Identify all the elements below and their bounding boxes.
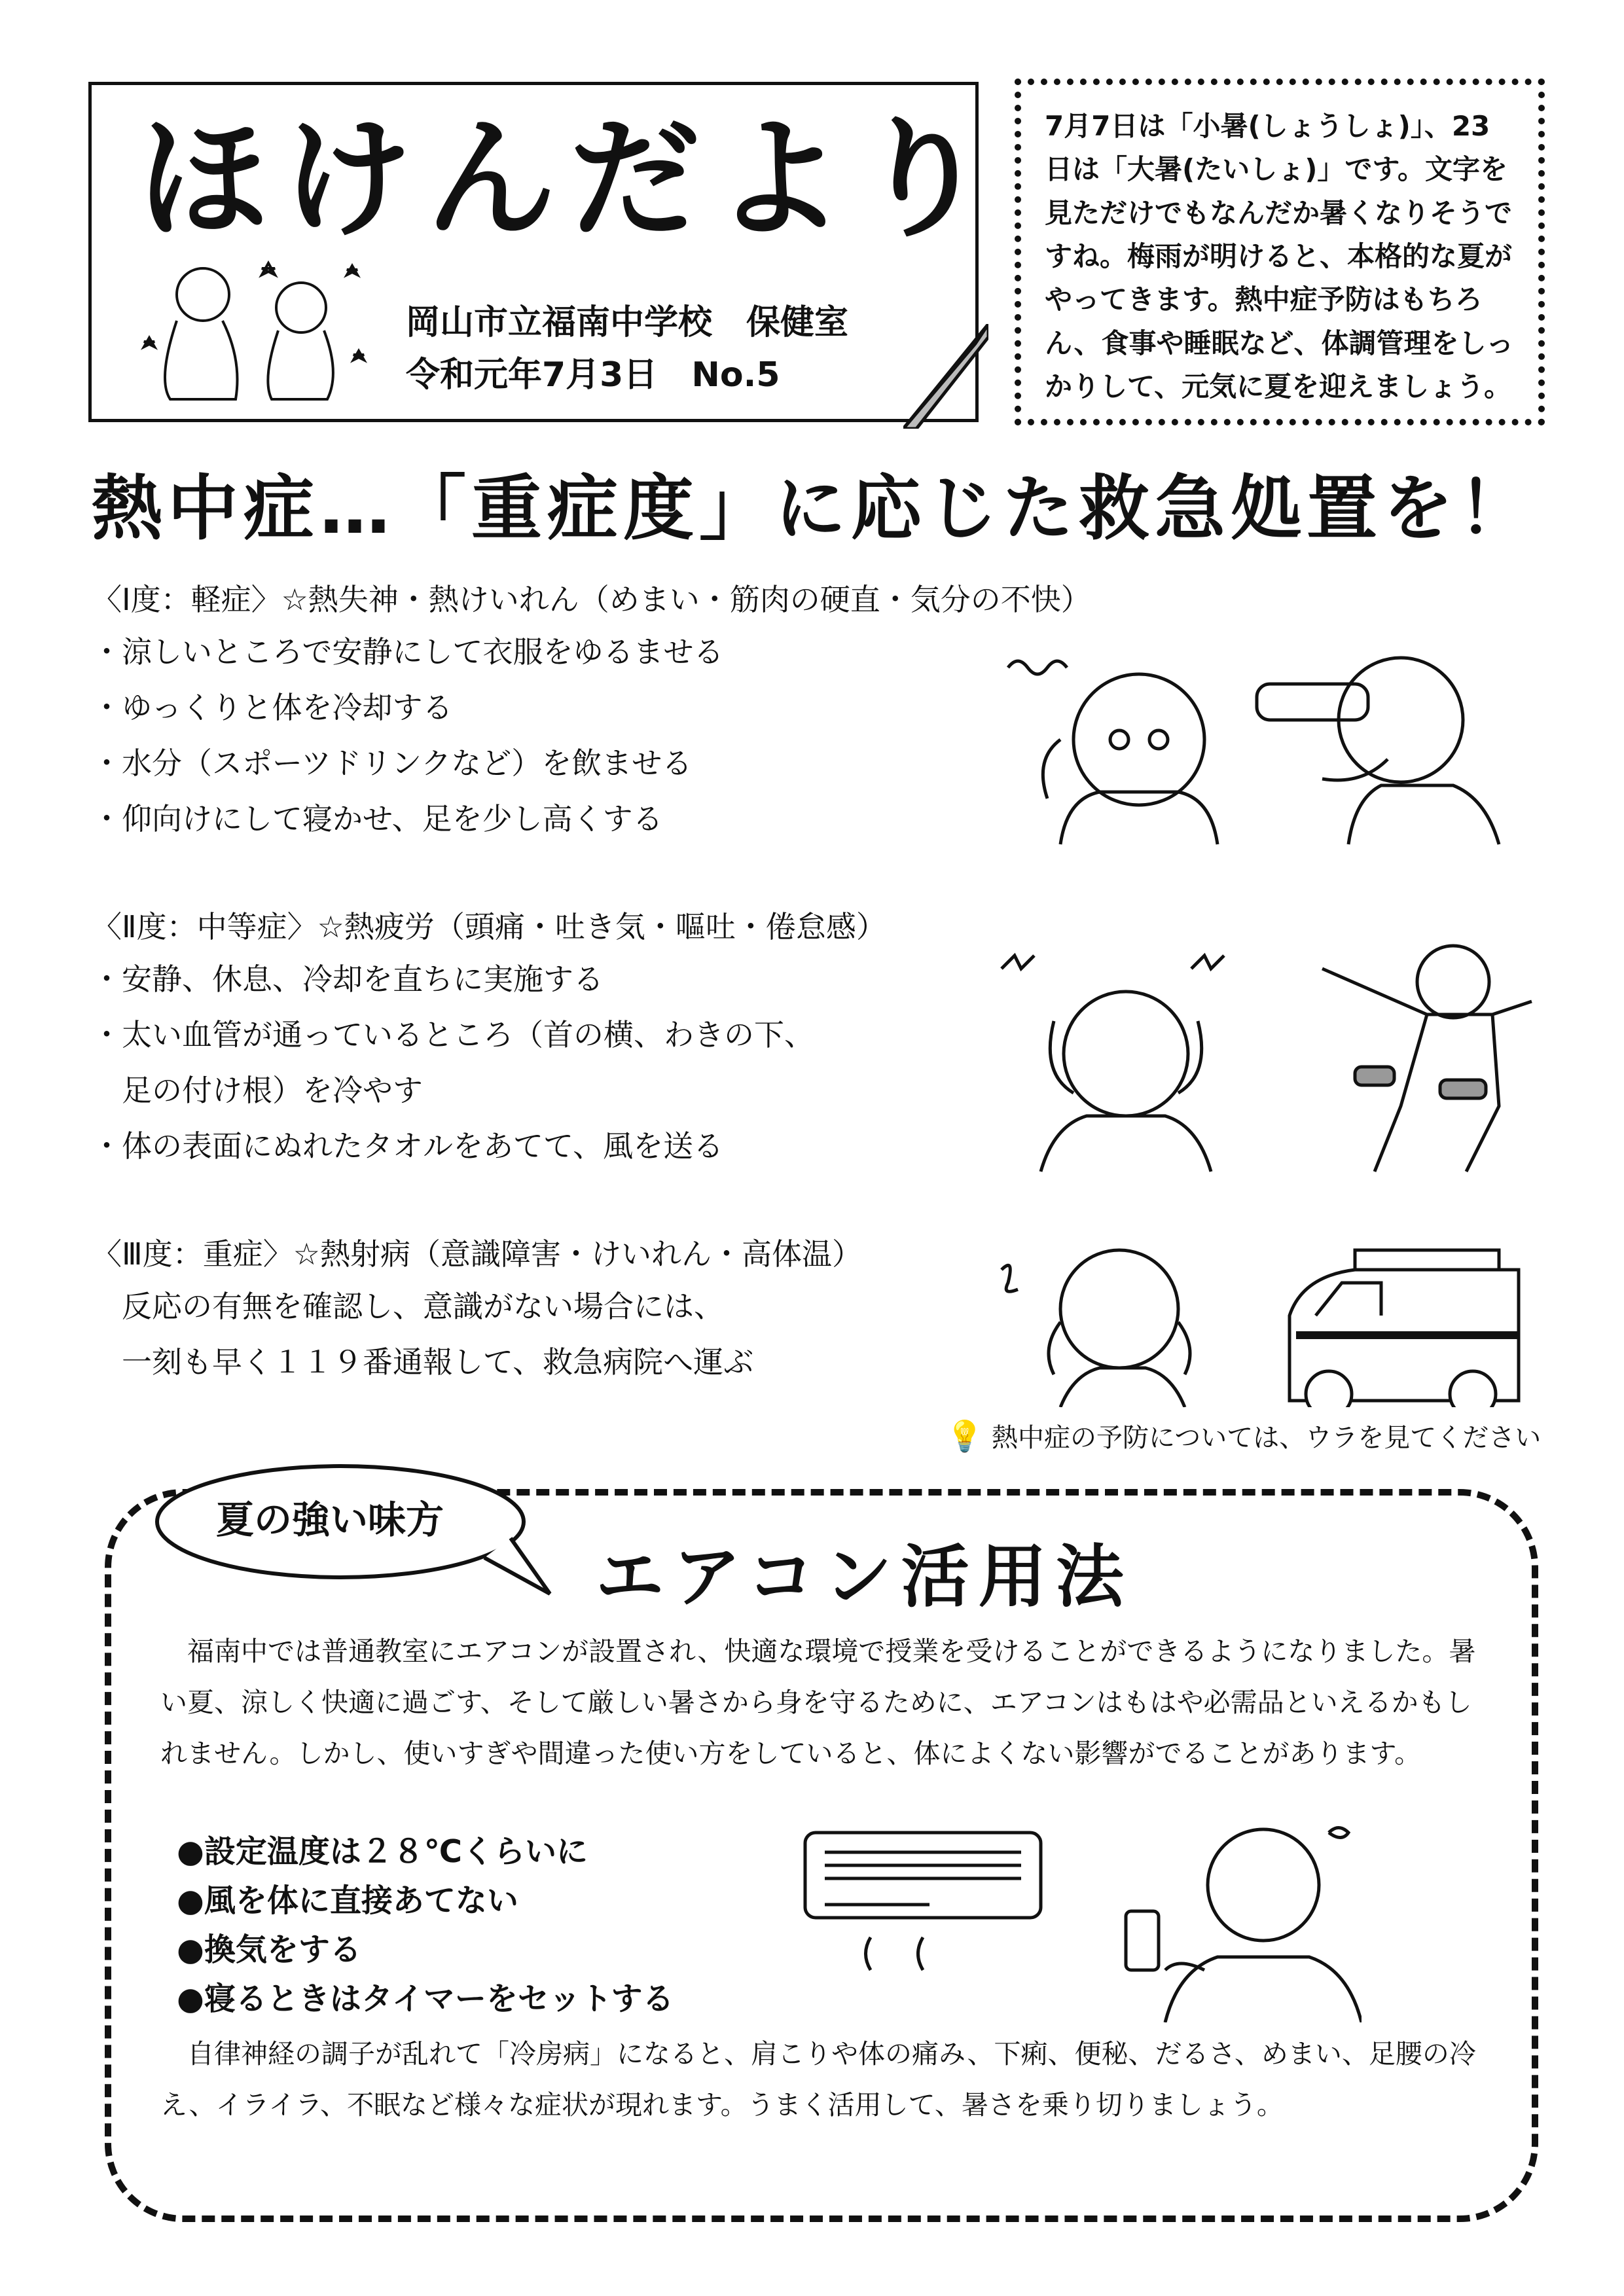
- aircon-and-man-illustration: [799, 1806, 1362, 2022]
- section-2-title: 〈Ⅱ度：中等症〉☆熱疲労（頭痛・吐き気・嘔吐・倦怠感）: [92, 909, 886, 944]
- section-2-item: ・太い血管が通っているところ（首の横、わきの下、: [92, 1017, 814, 1052]
- section-3-item: 一刻も早く１１９番通報して、救急病院へ運ぶ: [92, 1344, 754, 1380]
- main-heading: 熱中症…「重症度」に応じた救急処置を！: [92, 468, 1535, 550]
- intro-text: 7月7日は「小暑(しょうしょ)」、23日は「大暑(たいしょ)」です。文字を見ただけでもなんだか暑くなりそうですね。梅雨が明けると、本格的な夏がやってきます。熱中症予防はもちろん、食事や睡眠など、体調管理をしっかりして、元気に夏を迎えましょう。: [1045, 110, 1514, 403]
- tanabata-illustration: [131, 249, 380, 406]
- unconscious-and-ambulance-illustration: [988, 1204, 1538, 1407]
- section-1-title: 〈Ⅰ度：軽症〉☆熱失神・熱けいれん（めまい・筋肉の硬直・気分の不快）: [92, 582, 1091, 617]
- lightbulb-icon: 💡: [946, 1418, 984, 1454]
- section-3-title: 〈Ⅲ度：重症〉☆熱射病（意識障害・けいれん・高体温）: [92, 1236, 862, 1272]
- section-2-item: ・体の表面にぬれたタオルをあてて、風を送る: [92, 1128, 724, 1164]
- aircon-tip: ●換気をする: [177, 1931, 361, 1968]
- section-1-item: ・仰向けにして寝かせ、足を少し高くする: [92, 801, 663, 836]
- aircon-tip: ●設定温度は２８℃くらいに: [177, 1833, 588, 1870]
- aircon-paragraph-2: 自律神経の調子が乱れて「冷房病」になると、肩こりや体の痛み、下痢、便秘、だるさ、めまい、足腰の冷え、イライラ、不眠など様々な症状が現れます。うまく活用して、暑さを乗り切りましょう。: [160, 2038, 1476, 2121]
- section-1-item: ・涼しいところで安静にして衣服をゆるませる: [92, 634, 724, 670]
- aircon-tip: ●寝るときはタイマーをセットする: [177, 1981, 674, 2017]
- intro-box: [1015, 79, 1545, 425]
- section-2-item: ・安静、休息、冷却を直ちに実施する: [92, 961, 604, 997]
- section-1-item: ・水分（スポーツドリンクなど）を飲ませる: [92, 745, 693, 781]
- bubble-label: 夏の強い味方: [216, 1498, 444, 1542]
- prevention-note-text: 熱中症の予防については、ウラを見てください: [992, 1423, 1542, 1453]
- aircon-tip: ●風を体に直接あてない: [177, 1882, 518, 1919]
- section-2-item: 足の付け根）を冷やす: [92, 1073, 423, 1108]
- newsletter-title: ほけんだより: [137, 103, 1002, 256]
- section-3-item: 反応の有無を確認し、意識がない場合には、: [92, 1289, 724, 1324]
- dizzy-and-drinking-illustration: [982, 628, 1538, 857]
- headache-and-cooling-illustration: [982, 942, 1538, 1178]
- prevention-note: [946, 1417, 1541, 1454]
- issue-date: 令和元年7月3日 No.5: [406, 355, 780, 395]
- aircon-paragraph-1: 福南中では普通教室にエアコンが設置され、快適な環境で授業を受けることができるようになりました。暑い夏、涼しく快適に過ごす、そして厳しい暑さから身を守るために、エアコンはもはや必需品といえるかもしれません。しかし、使いすぎや間違った使い方をしていると、体によくない影響がでることがあります。: [160, 1636, 1476, 1769]
- aircon-title: エアコン活用法: [583, 1522, 1146, 1620]
- page-curl-decoration: [903, 324, 988, 429]
- school-name: 岡山市立福南中学校 保健室: [406, 303, 849, 342]
- section-1-item: ・ゆっくりと体を冷却する: [92, 690, 453, 725]
